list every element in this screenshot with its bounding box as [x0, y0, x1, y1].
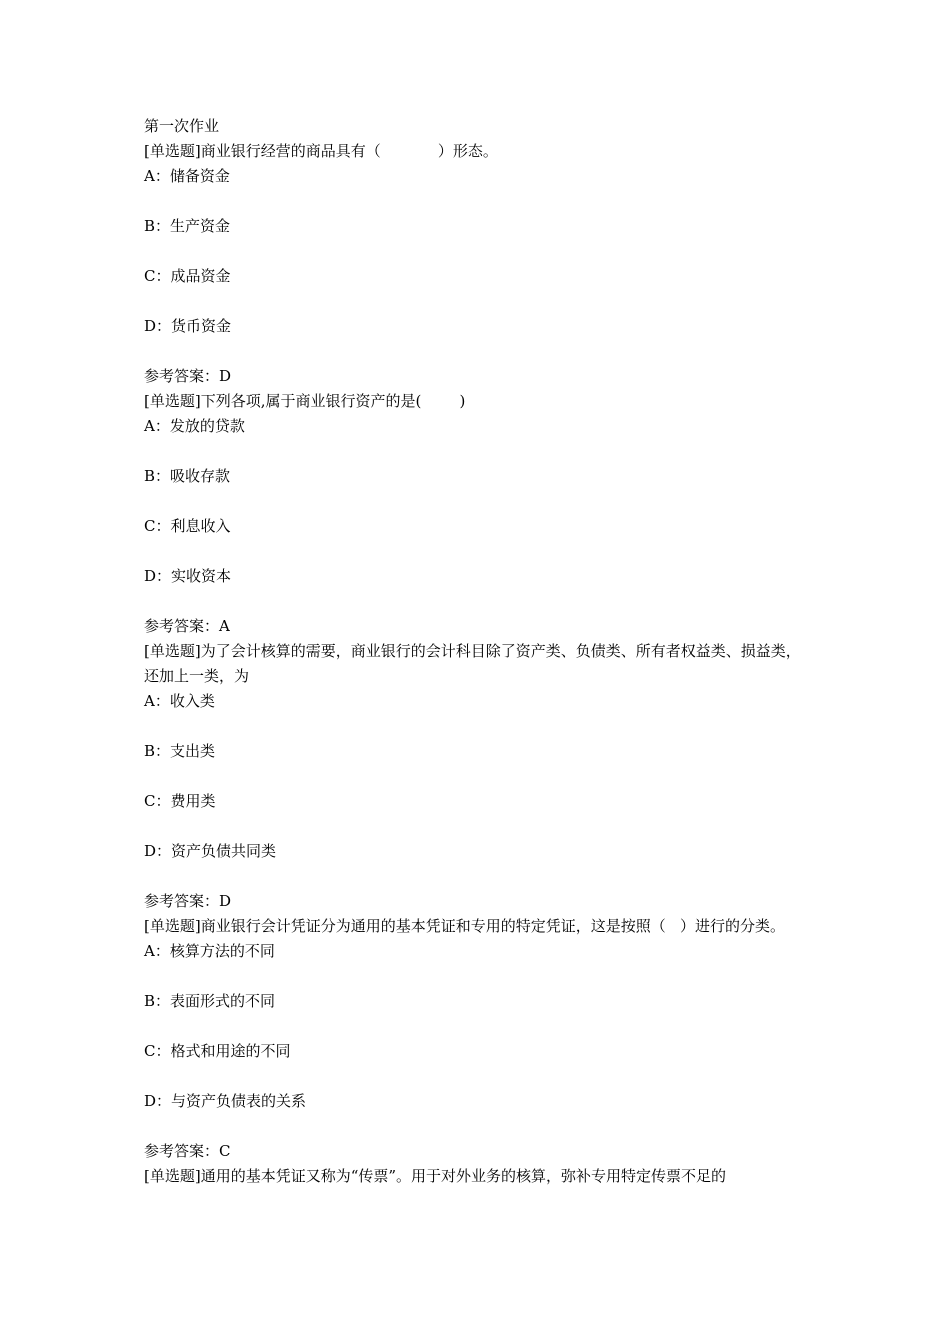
option-c: C：费用类 — [144, 792, 216, 810]
reference-answer: 参考答案：C — [144, 1142, 231, 1160]
option-b: B：支出类 — [144, 742, 216, 760]
question-2 — [144, 389, 814, 639]
option-c: C：成品资金 — [144, 267, 231, 285]
document-body — [144, 114, 814, 1189]
question-stem: [单选题]商业银行会计凭证分为通用的基本凭证和专用的特定凭证，这是按照（ ）进行的分类。 — [144, 917, 786, 935]
reference-answer: 参考答案：D — [144, 367, 232, 385]
option-d: D：与资产负债表的关系 — [144, 1092, 307, 1110]
document-title: 第一次作业 — [144, 117, 220, 135]
option-b: B：吸收存款 — [144, 467, 231, 485]
question-stem: [单选题]通用的基本凭证又称为“传票”。用于对外业务的核算，弥补专用特定传票不足的 — [144, 1167, 727, 1185]
option-d: D：资产负债共同类 — [144, 842, 277, 860]
reference-answer: 参考答案：A — [144, 617, 230, 635]
reference-answer: 参考答案：D — [144, 892, 232, 910]
question-stem: [单选题]下列各项,属于商业银行资产的是( ) — [144, 392, 466, 410]
question-stem: [单选题]为了会计核算的需要，商业银行的会计科目除了资产类、负债类、所有者权益类、损益类，还加上一类，为 — [144, 642, 801, 685]
question-3 — [144, 639, 814, 914]
option-d: D：实收资本 — [144, 567, 232, 585]
option-b: B：表面形式的不同 — [144, 992, 276, 1010]
option-c: C：格式和用途的不同 — [144, 1042, 291, 1060]
question-4 — [144, 914, 814, 1164]
option-a: A：储备资金 — [144, 167, 230, 185]
option-a: A：发放的贷款 — [144, 417, 245, 435]
question-stem: [单选题]商业银行经营的商品具有（ ）形态。 — [144, 142, 498, 160]
option-a: A：核算方法的不同 — [144, 942, 275, 960]
option-c: C：利息收入 — [144, 517, 231, 535]
option-b: B：生产资金 — [144, 217, 231, 235]
option-d: D：货币资金 — [144, 317, 232, 335]
question-1 — [144, 139, 814, 389]
option-a: A：收入类 — [144, 692, 215, 710]
question-5 — [144, 1164, 814, 1189]
